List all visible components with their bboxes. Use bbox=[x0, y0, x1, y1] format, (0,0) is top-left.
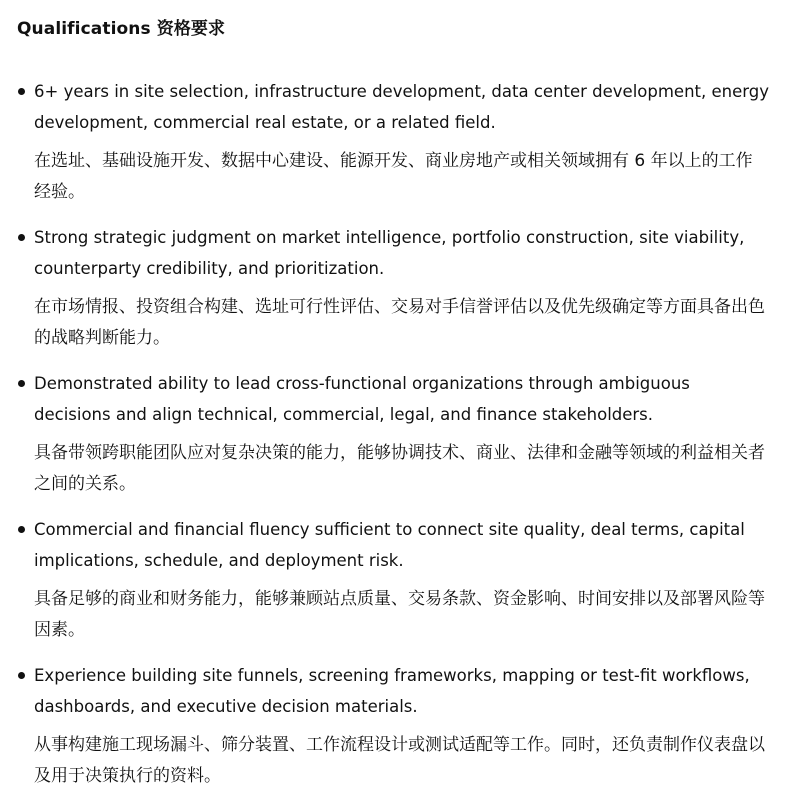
item-chinese-text: 在市场情报、投资组合构建、选址可行性评估、交易对手信誉评估以及优先级确定等方面具备出色的战略判断能力。 bbox=[34, 297, 765, 348]
bullet-icon bbox=[18, 88, 25, 95]
bullet-icon bbox=[18, 234, 25, 241]
item-chinese-text: 具备足够的商业和财务能力，能够兼顾站点质量、交易条款、资金影响、时间安排以及部署风险等因素。 bbox=[34, 589, 765, 640]
item-english-text: Strong strategic judgment on market intelligence, portfolio construction, site viability, counterparty credibility, and prioritization. bbox=[34, 228, 745, 278]
bullet-icon bbox=[18, 380, 25, 387]
item-chinese-text: 从事构建施工现场漏斗、筛分装置、工作流程设计或测试适配等工作。同时，还负责制作仪表盘以及用于决策执行的资料。 bbox=[34, 735, 765, 786]
section-heading: Qualifications 资格要求 bbox=[17, 19, 226, 39]
item-english-text: Demonstrated ability to lead cross-functional organizations through ambiguous decisions and align technical, commercial, legal, and finance stakeholders. bbox=[34, 374, 690, 424]
item-english-text: Commercial and financial fluency sufficient to connect site quality, deal terms, capital implications, schedule, and deployment risk. bbox=[34, 520, 745, 570]
bullet-icon bbox=[18, 672, 25, 679]
bullet-icon bbox=[18, 526, 25, 533]
item-english-text: 6+ years in site selection, infrastructure development, data center development, energy development, commercial real estate, or a related field. bbox=[34, 82, 769, 132]
item-chinese-text: 具备带领跨职能团队应对复杂决策的能力，能够协调技术、商业、法律和金融等领域的利益相关者之间的关系。 bbox=[34, 443, 765, 494]
item-chinese-text: 在选址、基础设施开发、数据中心建设、能源开发、商业房地产或相关领域拥有 6 年以上的工作经验。 bbox=[34, 151, 753, 202]
item-english-text: Experience building site funnels, screening frameworks, mapping or test-fit workflows, dashboards, and executive decision materials. bbox=[34, 666, 750, 716]
